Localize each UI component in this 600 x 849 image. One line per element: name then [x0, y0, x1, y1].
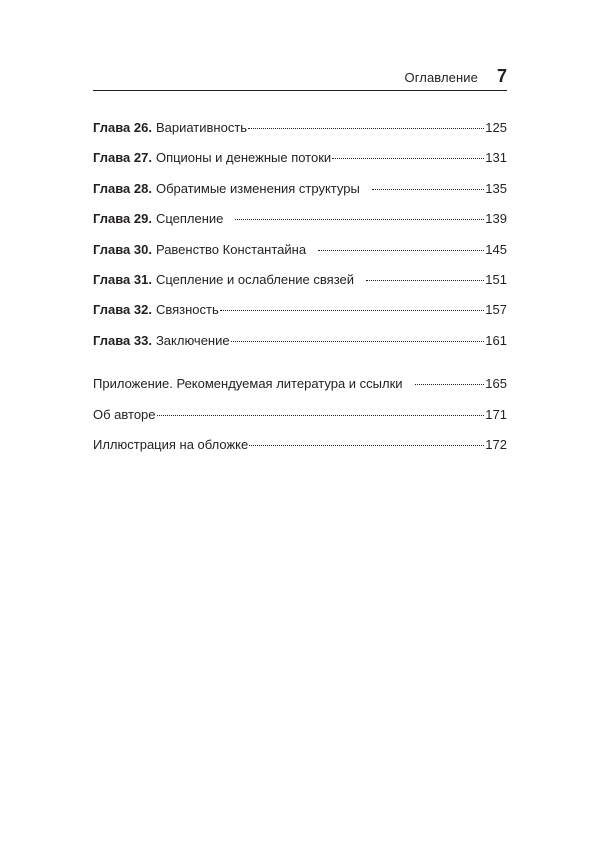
toc-entry-chapter-31[interactable] [93, 272, 507, 302]
entry-title: Сцепление и ослабление связей [155, 271, 354, 287]
page-number: 7 [496, 65, 507, 86]
dot-leader [318, 250, 484, 251]
toc-entry-chapter-29[interactable] [93, 211, 507, 241]
entry-page-number: 157 [485, 302, 507, 318]
toc-entry-chapter-30[interactable] [93, 242, 507, 272]
toc-entry-chapter-28[interactable] [93, 181, 507, 211]
header-title: Оглавление [404, 69, 478, 85]
chapter-label: Глава 30. [93, 241, 152, 257]
chapter-label: Глава 32. [93, 302, 152, 318]
toc-entry-chapter-33[interactable] [93, 333, 507, 363]
entry-page-number: 135 [485, 180, 507, 196]
chapter-label: Глава 29. [93, 211, 152, 227]
table-of-contents [93, 120, 507, 467]
entry-title: Сцепление [155, 211, 224, 227]
toc-entry-about-author[interactable] [93, 407, 507, 437]
running-header [93, 62, 507, 91]
entry-title: Равенство Константайна [155, 241, 307, 257]
chapter-label: Глава 33. [93, 332, 152, 348]
entry-page-number: 145 [485, 241, 507, 257]
dot-leader [415, 384, 485, 385]
entry-page-number: 139 [485, 211, 507, 227]
dot-leader [249, 445, 484, 446]
dot-leader [220, 310, 485, 311]
dot-leader [332, 158, 484, 159]
dot-leader [366, 280, 484, 281]
chapter-label: Глава 27. [93, 150, 152, 166]
chapter-label: Глава 26. [93, 120, 152, 135]
chapter-label: Глава 31. [93, 271, 152, 287]
entry-page-number: 172 [485, 436, 507, 452]
toc-entry-chapter-26[interactable] [93, 120, 507, 150]
chapter-label: Глава 28. [93, 180, 152, 196]
toc-entry-cover-illustration[interactable] [93, 437, 507, 467]
entry-title: Приложение. Рекомендуемая литература и ссылки [93, 376, 403, 392]
entry-page-number: 151 [485, 271, 507, 287]
dot-leader [157, 415, 485, 416]
entry-title: Связность [155, 302, 219, 318]
entry-title: Обратимые изменения структуры [155, 180, 360, 196]
entry-page-number: 161 [485, 332, 507, 348]
entry-page-number: 165 [485, 376, 507, 392]
toc-entry-chapter-27[interactable] [93, 150, 507, 180]
dot-leader [235, 219, 484, 220]
dot-leader [231, 341, 485, 342]
toc-entry-chapter-32[interactable] [93, 302, 507, 332]
entry-page-number: 125 [485, 120, 507, 135]
entry-title: Об авторе [93, 406, 156, 422]
entry-title: Опционы и денежные потоки [155, 150, 332, 166]
entry-title: Заключение [155, 332, 230, 348]
toc-entry-appendix[interactable] [93, 376, 507, 406]
dot-leader [248, 128, 484, 129]
entry-title: Вариативность [155, 120, 248, 135]
entry-title: Иллюстрация на обложке [93, 436, 249, 452]
dot-leader [372, 189, 484, 190]
entry-page-number: 131 [485, 150, 507, 166]
entry-page-number: 171 [485, 406, 507, 422]
